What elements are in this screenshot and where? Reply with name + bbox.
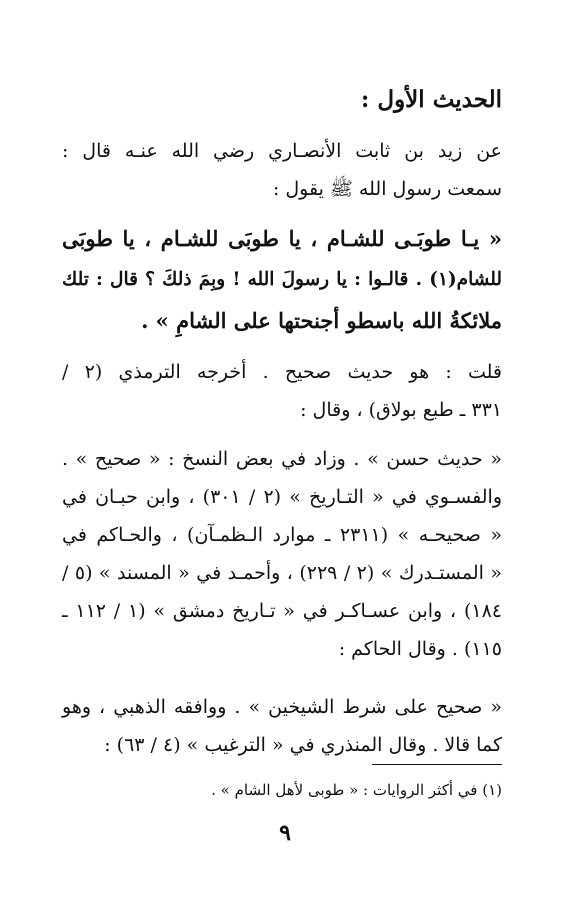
- text-line: سمعت رسول الله ﷺ يقول :: [272, 178, 502, 200]
- page-number: ٩: [279, 820, 291, 846]
- text-line: ملائكةُ الله باسطو أجنحتها على الشامِ » .: [141, 308, 502, 333]
- text-line: عن زيد بن ثابت الأنصـاري رضي الله عنـه قال :: [62, 140, 502, 162]
- text-line: ١٨٤) ، وابن عسـاكـر في « تـاريخ دمشق » (١ / ١١٢ ـ: [62, 600, 502, 622]
- text-line: ١١٥) . وقال الحاكم :: [338, 638, 502, 660]
- section-heading: الحديث الأول :: [360, 86, 502, 113]
- footnote: (١) في أكثر الروايات : « طوبى لأهل الشام » .: [211, 781, 502, 799]
- text-line: للشام(١) . قالـوا : يا رسولَ الله ! وبِمَ ذلكَ ؟ قال : تلك: [62, 269, 502, 290]
- text-line: « يـا طوبَـى للشـام ، يا طوبَى للشـام ، يا طوبَى: [62, 226, 502, 251]
- text-line: « صحيح على شرط الشيخين » . ووافقه الذهبي ، وهو: [62, 696, 502, 718]
- intro-paragraph: [62, 132, 502, 208]
- sources-paragraph: [62, 440, 502, 668]
- hadith-text: [62, 218, 502, 341]
- text-line: « حديث حسن » . وزاد في بعض النسخ : « صحيح » .: [62, 448, 502, 470]
- footnote-divider: [372, 764, 502, 765]
- text-line: « صحيحـه » (٢٣١١ ـ موارد الـظمـآن) ، والحـاكم في: [62, 524, 502, 546]
- text-line: ٣٣١ ـ طبع بولاق) ، وقال :: [300, 399, 502, 421]
- text-line: كما قالا . وقال المنذري في « الترغيب » (٤ / ٦٣) :: [104, 734, 502, 756]
- commentary-paragraph: [62, 353, 502, 429]
- text-line: قلت : هو حديث صحيح . أخرجه الترمذي (٢ /: [62, 361, 502, 383]
- text-line: والفسـوي في « التـاريخ » (٢ / ٣٠١) ، وابن حبـان في: [62, 486, 502, 508]
- grading-paragraph: [62, 688, 502, 764]
- text-line: « المستـدرك » (٢ / ٢٢٩) ، وأحمـد في « المسند » (٥ /: [62, 562, 502, 584]
